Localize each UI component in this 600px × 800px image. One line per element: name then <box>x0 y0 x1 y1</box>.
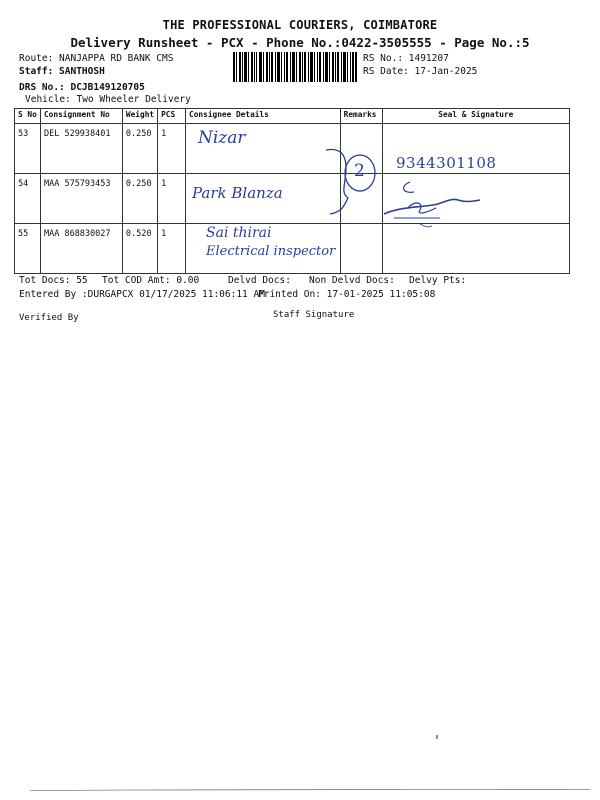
col-header-consignee: Consignee Details <box>186 109 341 124</box>
cell-pcs: 1 <box>158 124 186 174</box>
col-header-consignment: Consignment No <box>40 109 122 124</box>
cell-weight: 0.250 <box>122 124 157 174</box>
cell-sno: 54 <box>15 174 41 224</box>
col-header-sno: S No <box>15 109 41 124</box>
handwritten-consignee-line2: Electrical inspector <box>206 244 336 259</box>
staff-signature-label: Staff Signature <box>273 310 355 320</box>
cell-consignment: MAA 575793453 <box>40 174 122 224</box>
col-header-seal-signature: Seal & Signature <box>382 109 569 124</box>
staff-label: Staff: SANTHOSH <box>19 66 105 77</box>
cell-consignment: MAA 868830027 <box>40 224 122 274</box>
entered-by: Entered By :DURGAPCX 01/17/2025 11:06:11 AM <box>19 289 265 300</box>
cell-pcs: 1 <box>158 224 186 274</box>
scan-mark <box>436 735 438 739</box>
cell-sno: 55 <box>15 224 41 274</box>
total-docs: Tot Docs: 55 <box>19 275 88 286</box>
cell-weight: 0.520 <box>122 224 157 274</box>
verified-by-label: Verified By <box>19 313 79 323</box>
cell-weight: 0.250 <box>122 174 157 224</box>
remark-number: 2 <box>354 161 365 181</box>
printed-on: Printed On: 17-01-2025 11:05:08 <box>258 289 436 300</box>
vehicle-label: Vehicle: Two Wheeler Delivery <box>25 94 191 105</box>
delivery-points: Delvy Pts: <box>409 275 467 286</box>
drs-number: DRS No.: DCJB149120705 <box>19 82 145 93</box>
handwritten-phone: 9344301108 <box>396 154 497 172</box>
cell-consignment: DEL 529938401 <box>40 124 122 174</box>
barcode <box>233 52 357 82</box>
cell-sno: 53 <box>15 124 41 174</box>
handwritten-consignee-nizar: Nizar <box>198 128 246 148</box>
handwritten-consignee-park-blanza: Park Blanza <box>192 184 283 202</box>
non-delivered-docs: Non Delvd Docs: <box>309 275 395 286</box>
runsheet-subtitle: Delivery Runsheet - PCX - Phone No.:0422-3505555 - Page No.:5 <box>70 35 530 50</box>
cell-seal-signature <box>382 224 569 274</box>
cell-remarks <box>340 224 382 274</box>
col-header-remarks: Remarks <box>340 109 382 124</box>
col-header-pcs: PCS <box>158 109 186 124</box>
col-header-weight: Weight <box>122 109 157 124</box>
company-title: THE PROFESSIONAL COURIERS, COIMBATORE <box>162 18 438 32</box>
handwritten-consignee-line1: Sai thirai <box>206 225 272 241</box>
handwritten-signature-icon <box>380 178 510 230</box>
table-header-row <box>15 109 570 124</box>
rs-number: RS No.: 1491207 <box>363 53 449 64</box>
scan-edge-line <box>30 789 590 791</box>
cell-pcs: 1 <box>158 174 186 224</box>
route-label: Route: NANJAPPA RD BANK CMS <box>19 53 174 64</box>
total-cod-amount: Tot COD Amt: 0.00 <box>102 275 200 286</box>
rs-date: RS Date: 17-Jan-2025 <box>363 66 478 77</box>
delivered-docs: Delvd Docs: <box>228 275 291 286</box>
